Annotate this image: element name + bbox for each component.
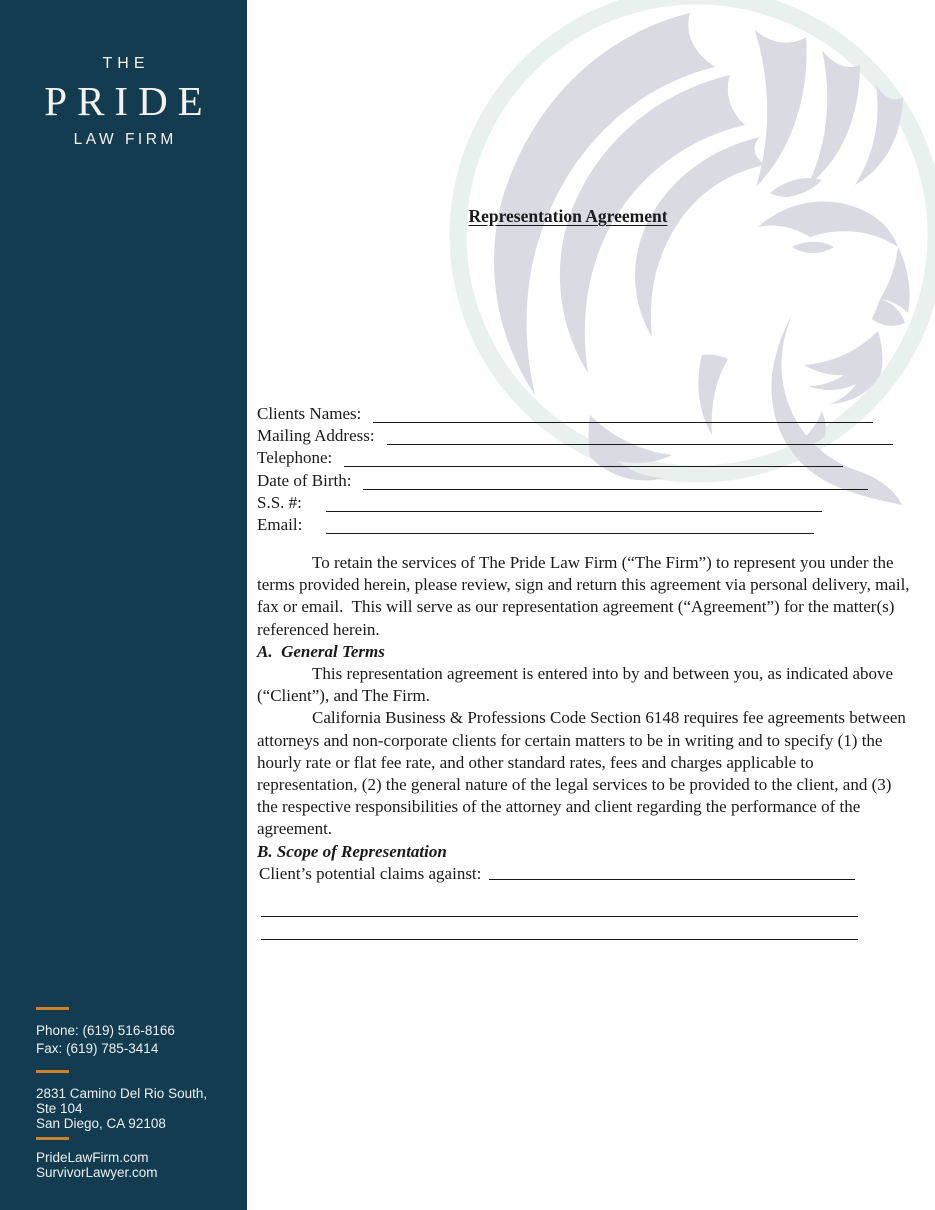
logo-word-pride: PRIDE [44,78,213,124]
blank-fill-line [363,470,868,490]
blank-fill-line [261,894,858,917]
contact-block [36,1007,226,1180]
address-line-3: San Diego, CA 92108 [36,1116,166,1131]
field-clients-names [257,403,912,425]
section-b-heading: B. Scope of Representation [257,841,447,861]
document-title: Representation Agreement [468,206,668,226]
phone-number: Phone: (619) 516-8166 [36,1023,175,1038]
section-a-paragraph-1: This representation agreement is entered into by and between you, as indicated above (“Client”), and The Firm. [257,664,898,706]
intro-paragraph: To retain the services of The Pride Law Firm (“The Firm”) to represent you under the terms provided herein, please review, sign and return this agreement via personal delivery, mail, fax or email. This will serve as our representation agreement (“Agreement”) for the matter(s) referenced herein. [257,553,914,639]
field-email [257,514,912,536]
field-date-of-birth [257,470,912,492]
client-info-fields [257,403,912,536]
agreement-text [257,552,912,940]
website-pridelawfirm: PrideLawFirm.com [36,1150,149,1165]
blank-fill-line [261,917,858,940]
letterhead-sidebar [0,0,247,1210]
orange-divider [36,1137,69,1140]
field-label: Mailing Address: [257,426,375,446]
blank-fill-line [344,447,843,467]
claims-label: Client’s potential claims against: [259,863,482,883]
website-survivorlawyer: SurvivorLawyer.com [36,1165,158,1180]
blank-fill-line [373,403,873,423]
document-body-area [247,0,935,1210]
field-label: Telephone: [257,448,333,468]
field-mailing-address [257,425,912,447]
field-ssn [257,492,912,514]
field-label: S.S. #: [257,492,302,512]
claims-against-row [259,863,912,885]
orange-divider [36,1070,69,1073]
blank-fill-line [326,514,814,534]
logo-word-lawfirm: LAW FIRM [73,131,177,148]
blank-fill-line [387,425,893,445]
address-line-2: Ste 104 [36,1101,83,1116]
field-label: Date of Birth: [257,470,352,490]
firm-logo [0,55,247,149]
logo-word-the: THE [102,55,150,72]
section-a-paragraph-2: California Business & Professions Code Section 6148 requires fee agreements between attorneys and non-corporate clients for certain matters to be in writing and to specify (1) the hourly rate or flat fee rate, and other standard rates, fees and charges applicable to representation, (2) the general nature of the legal services to be provided to the client, and (3) the respective responsibilities of the attorney and client regarding the performance of the agreement. [257,708,911,839]
blank-fill-line [326,492,822,512]
field-telephone [257,447,912,469]
field-label: Clients Names: [257,404,362,423]
field-label: Email: [257,514,303,534]
fax-number: Fax: (619) 785-3414 [36,1040,159,1056]
blank-fill-line [489,863,855,880]
orange-divider [36,1007,69,1010]
address-line-1: 2831 Camino Del Rio South, [36,1086,208,1101]
section-a-heading: A. General Terms [257,641,385,661]
